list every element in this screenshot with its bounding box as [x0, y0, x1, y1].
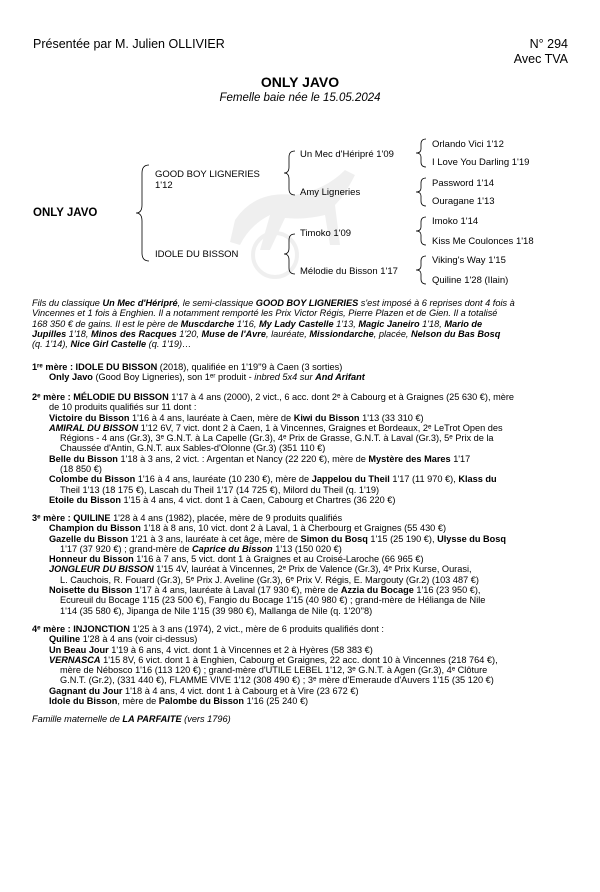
- presenter-line: Présentée par M. Julien OLLIVIER: [33, 37, 225, 51]
- pedigree-brace-g3c: [415, 216, 429, 246]
- pedigree-brace-sire: [283, 150, 299, 196]
- pedigree-g3-8: Quiline 1'28 (Ilain): [432, 275, 509, 286]
- horse-description: Femelle baie née le 15.05.2024: [219, 92, 381, 104]
- fourth-mother-section: 4ᵉ mère : INJONCTION 1'25 à 3 ans (1974), 2 vict., mère de 6 produits qualifiés dont : Quiline 1'28 à 4 ans (voir ci-dessus) Un Beau Jour 1'19 à 6 ans, 4 vict. dont 1 à Vincennes et 2 à Hyères (58 383 €) VERNASCA 1'15 8V, 6 vict. dont 1 à Enghien, Cabourg et Graignes, 22 acc. dont 10 à Vincennes (218 764 €), mère de Nébosco 1'16 (113 120 €) ; grand-mère d'UTILE LEBEL 1'12, 3ᵉ G.N.T. à Agen (Gr.3), 4ᵉ Clôture G.N.T. (Gr.2), (331 440 €), FLAMME VIVE 1'12 (308 490 €) ; 3ᵉ mère d'Emeraude d'Auvers 1'15 (35 120 €) Gagnant du Jour 1'18 à 4 ans, 4 vict. dont 1 à Cabourg et à Vire (23 672 €) Idole du Bisson, mère de Palombe du Bisson 1'16 (25 240 €): [32, 624, 498, 707]
- pedigree-g3-5: Imoko 1'14: [432, 216, 479, 227]
- pedigree-dam-sire: Timoko 1'09: [300, 228, 352, 239]
- pedigree-brace-dam: [283, 233, 299, 275]
- pedigree-dam-dam: Mélodie du Bisson 1'17: [300, 266, 398, 277]
- pedigree-sire: GOOD BOY LIGNERIES: [155, 169, 260, 180]
- lot-number: N° 294: [529, 37, 568, 51]
- maternal-family-line: Famille maternelle de LA PARFAITE (vers 1796): [32, 714, 231, 724]
- pedigree-sire-sire: Un Mec d'Héripré 1'09: [300, 149, 394, 160]
- pedigree-sire-record: 1'12: [155, 180, 173, 191]
- first-mother-section: 1ʳᵉ mère : IDOLE DU BISSON (2018), qualifiée en 1'19''9 à Caen (3 sorties) Only Javo (Good Boy Ligneries), son 1ᵉʳ produit - inbred 5x4 sur And Arifant: [32, 362, 365, 383]
- pedigree-brace-g3b: [415, 177, 429, 207]
- pedigree-g3-2: I Love You Darling 1'19: [432, 157, 530, 168]
- pedigree-brace-main: [135, 163, 155, 263]
- pedigree-sire-dam: Amy Ligneries: [300, 187, 361, 198]
- vat-label: Avec TVA: [513, 52, 568, 66]
- second-mother-section: 2ᵉ mère : MÉLODIE DU BISSON 1'17 à 4 ans (2000), 2 vict., 6 acc. dont 2ᵉ à Cabourg et à Graignes (25 630 €), mère de 10 produits qualifiés sur 11 dont : Victoire du Bisson 1'16 à 4 ans, lauréate à Caen, mère de Kiwi du Bisson 1'13 (33 310 €) AMIRAL DU BISSON 1'12 6V, 7 vict. dont 2 à Caen, 1 à Vincennes, Graignes et Bordeaux, 2ᵉ LeTrot Open des Régions - 4 ans (Gr.3), 3ᵉ G.N.T. à La Capelle (Gr.3), 4ᵉ Prix de Grasse, G.N.T. à Laval (Gr.3), 5ᵉ Prix de la Chaussée d'Antin, G.N.T. aux Sables-d'Olonne (Gr.3) (351 110 €) Belle du Bisson 1'18 à 3 ans, 2 vict. : Argentan et Nancy (22 220 €), mère de Mystère des Mares 1'17 (18 850 €) Colombe du Bisson 1'16 à 4 ans, lauréate (10 230 €), mère de Jappelou du Theil 1'17 (11 970 €), Klass du Theil 1'13 (18 175 €), Lascah du Theil 1'17 (14 725 €), Milord du Theil (q. 1'19) Etoile du Bisson 1'15 à 4 ans, 4 vict. dont 1 à Caen, Cabourg et Chartres (36 220 €): [32, 392, 515, 505]
- pedigree-brace-g3a: [415, 138, 429, 168]
- pedigree-g3-7: Viking's Way 1'15: [432, 255, 506, 266]
- third-mother-section: 3ᵉ mère : QUILINE 1'28 à 4 ans (1982), placée, mère de 9 produits qualifiés Champion du Bisson 1'18 à 8 ans, 10 vict. dont 2 à Laval, 1 à Cherbourg et Graignes (55 430 €) Gazelle du Bisson 1'21 à 3 ans, lauréate à cet âge, mère de Simon du Bosq 1'15 (25 190 €), Ulysse du Bosq 1'17 (37 920 €) ; grand-mère de Caprice du Bisson 1'13 (150 020 €) Honneur du Bisson 1'16 à 7 ans, 5 vict. dont 1 à Graignes et au Croisé-Laroche (66 965 €) JONGLEUR DU BISSON 1'15 4V, lauréat à Vincennes, 2ᵉ Prix de Valence (Gr.3), 4ᵉ Prix Kurse, Ourasi, L. Cauchois, R. Fouard (Gr.3), 5ᵉ Prix J. Aveline (Gr.3), 6ᵉ Prix V. Régis, E. Margouty (Gr.2) (103 487 €) Noisette du Bisson 1'17 à 4 ans, lauréate à Laval (17 930 €), mère de Azzia du Bocage 1'16 (23 950 €), Ecureuil du Bocage 1'15 (23 500 €), Fangio du Bocage 1'15 (40 980 €) ; grand-mère de Hélianga de Nile 1'14 (35 580 €), Jipanga de Nile 1'15 (39 980 €), Mallanga de Nile (q. 1'20''8): [32, 513, 506, 616]
- horse-title: ONLY JAVO: [260, 74, 340, 90]
- pedigree-brace-g3d: [415, 255, 429, 285]
- sire-paragraph: Fils du classique Un Mec d'Héripré, le semi-classique GOOD BOY LIGNERIES s'est imposé à 6 reprises dont 4 fois à Vincennes et 1 fois à Enghien. Il a notamment remporté les Prix Victor Régis, Pierre Plazen et de Gien. Il a totalisé 168 350 € de gains. Il est le père de Muscdarche 1'16, My Lady Castelle 1'13, Magic Janeiro 1'18, Mario de Jupilles 1'18, Minos des Racques 1'20, Muse de l'Avre, lauréate, Missiondarche, placée, Nelson du Bas Bosq (q. 1'14), Nice Girl Castelle (q. 1'19)…: [32, 298, 515, 350]
- pedigree-g3-4: Ouragane 1'13: [432, 196, 495, 207]
- pedigree-dam: IDOLE DU BISSON: [155, 249, 239, 260]
- pedigree-subject: ONLY JAVO: [33, 207, 98, 219]
- pedigree-g3-3: Password 1'14: [432, 178, 495, 189]
- pedigree-g3-6: Kiss Me Coulonces 1'18: [432, 236, 534, 247]
- pedigree-g3-1: Orlando Vici 1'12: [432, 139, 504, 150]
